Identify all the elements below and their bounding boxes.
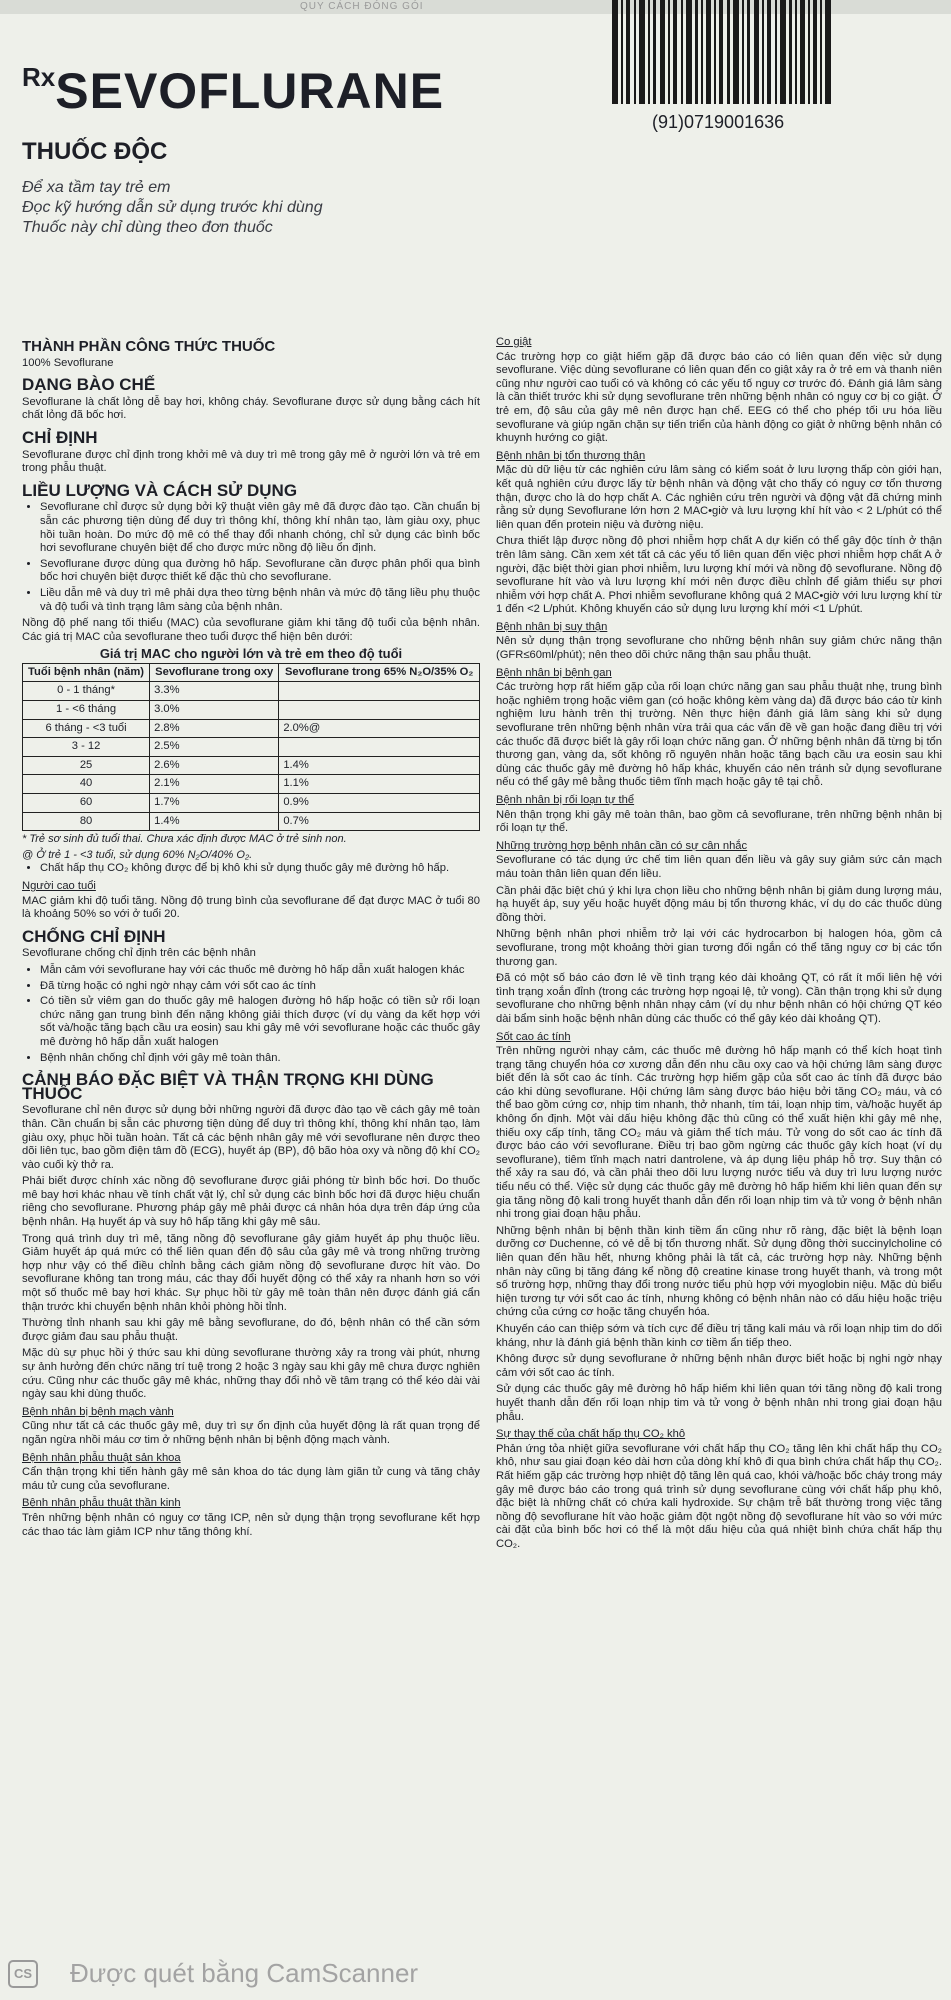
renal-failure-text: Nên sử dụng thận trọng sevoflurane cho những bệnh nhân suy giảm chức năng thận (GFR≤60ml/phút); nên theo dõi chức năng thận sau phẫu thuật. — [496, 635, 942, 662]
table-footnote: * Trẻ sơ sinh đủ tuổi thai. Chưa xác định được MAC ở trẻ sinh non. — [22, 833, 347, 846]
table-cell: 3.3% — [150, 682, 279, 701]
table-row — [23, 756, 480, 775]
warnings-heading: CẢNH BÁO ĐẶC BIỆT VÀ THẬN TRỌNG KHI DÙNG THUỐC — [22, 1070, 434, 1103]
table-row — [23, 738, 480, 757]
attention-heading: Những trường hợp bệnh nhân cần có sự cân nhắc — [496, 839, 748, 852]
renal-damage-heading: Bệnh nhân bị tổn thương thận — [496, 449, 646, 462]
warning-line: Đọc kỹ hướng dẫn sử dụng trước khi dùng — [22, 199, 323, 216]
table-cell: 1.4% — [279, 756, 480, 775]
list-item: • Liều dẫn mê và duy trì mê phải dựa theo từng bệnh nhân và mức độ tăng liều phụ thuộc và độ tuổi và tình trạng lâm sàng của bệnh nhân. — [40, 587, 480, 614]
list-item: • Có tiền sử viêm gan do thuốc gây mê halogen đường hô hấp hoặc có tiền sử rối loạn chức năng gan trung bình đến nặng không giải thích được (ví dụ vàng da kết hợp với sốt và/hoặc tăng bạch cầu ưa eosin) sau khi gây mê với sevoflurane hoặc các thuốc gây mê đường hô hấp dẫn xuất halogen — [40, 995, 480, 1049]
neuro-disorder-heading: Bệnh nhân bị rối loạn tự thể — [496, 794, 635, 806]
table-cell: 2.1% — [150, 775, 279, 794]
form-text: Sevoflurane là chất lỏng dễ bay hơi, không cháy. Sevoflurane được sử dụng bằng cách hít chất lỏng đã bốc hơi. — [22, 395, 480, 422]
table-cell — [279, 701, 480, 720]
elderly-text: MAC giảm khi độ tuổi tăng. Nồng độ trung bình của sevoflurane để đạt được MAC ở tuổi 80 là khoảng 50% so với ở tuổi 20. — [22, 894, 480, 921]
malignant-hyperthermia-paragraph: Những bệnh nhân bị bệnh thần kinh tiềm ẩn cũng như rõ ràng, đặc biệt là bệnh loạn dưỡng cơ Duchenne, có vẻ dễ bị tổn thương nhất. Sử dụng đồng thời succinylcholine có liên quan đến hầu hết, nhưng không phải là tất cả, các trường hợp này. Những bệnh nhân này cũng bị tăng đáng kể nồng độ creatine kinase trong huyết thanh, và trong một số trường hợp, những thay đổi trong nước tiểu phù hợp với myoglobin niệu. Mặc dù biểu hiện tương tự với sốt cao ác tính, nhưng không có bệnh nhân nào có dấu hiệu hoặc triệu chứng của cứng cơ hoặc tăng chuyển hóa. — [496, 1224, 942, 1319]
list-item: • Sevoflurane chỉ được sử dụng bởi kỹ thuật viên gây mê đã được đào tạo. Cần chuẩn bị sẵn các phương tiện dùng để duy trì thông khí, thông khí nhân tạo, làm giàu oxy, phục hồi tuần hoàn. Do mức độ mê có thể thay đổi nhanh chóng, chỉ sử dụng các bình bốc hơi sevoflurane chuyên biệt để cho được mức nồng độ liều ổn định. — [40, 501, 480, 555]
table-cell: 2.5% — [150, 738, 279, 757]
list-item: • Sevoflurane được dùng qua đường hô hấp. Sevoflurane cần được phân phối qua bình bốc hơi chuyên biệt được thiết kế đặc thù cho sevoflurane. — [40, 558, 480, 585]
neurosurgery-heading: Bệnh nhân phẫu thuật thần kinh — [22, 1497, 181, 1510]
table-title: Giá trị MAC cho người lớn và trẻ em theo độ tuổi — [99, 646, 403, 662]
attention-paragraph: Cần phải đặc biệt chú ý khi lựa chọn liều cho những bệnh nhân bị giảm dung lượng máu, hạ huyết áp, suy yếu hoặc huyết động máu bị tổn thương khác, ví dụ do các thuốc dùng đồng thời. — [496, 884, 942, 924]
table-header-row — [23, 663, 480, 682]
attention-paragraph: Sevoflurane có tác dụng ức chế tim liên quan đến liều và gây suy giảm sức cản mạch máu toàn thân liên quan đến liều. — [496, 854, 942, 880]
drug-name: SEVOFLURANE — [55, 63, 445, 119]
warning-paragraph: Trong quá trình duy trì mê, tăng nồng độ sevoflurane gây giảm huyết áp phụ thuộc liều. Giảm huyết áp quá mức có thể liên quan đến độ sâu của gây mê và trong những trường hợp như vậy có thể điều chỉnh bằng cách giảm nồng độ sevoflurane được hít vào. Do sevoflurane không tan trong máu, các thay đổi huyết động có thể xảy ra nhanh hơn so với một số thuốc mê bay hơi khác. Sự phục hồi từ gây mê toàn thân nên được đánh giá cẩn thận trước khi chuyển bệnh nhân khỏi phòng hồi tỉnh. — [22, 1232, 480, 1313]
obstetric-text: Cẩn thận trọng khi tiến hành gây mê sản khoa do tác dụng làm giãn tử cung và tăng chảy máu tử cung của sevoflurane. — [22, 1466, 480, 1492]
renal-damage-paragraph: Chưa thiết lập được nồng độ phơi nhiễm hợp chất A dự kiến có thể gây độc tính ở thận trên lâm sàng. Cần xem xét tất cả các yếu tố liên quan đến việc phơi nhiễm hợp chất A ở người, đặc biệt thời gian phơi nhiễm, lưu lượng khí mới và nồng độ sevoflurane. Nồng độ sevoflurane hít vào và lưu lượng khí mới nên được điều chỉnh để giảm thiểu sự phơi nhiễm với hợp chất A. Phơi nhiễm sevoflurane không quá 2 MAC•giờ với lưu lượng khí từ 1 đến <2 L/phút. Không khuyến cáo sử dụng lưu lượng khí mới <1 L/phút. — [496, 535, 942, 616]
composition-heading: THÀNH PHẦN CÔNG THỨC THUỐC — [22, 338, 276, 355]
poison-label: THUỐC ĐỘC — [22, 138, 168, 165]
elderly-heading: Người cao tuổi — [22, 880, 96, 892]
malignant-hyperthermia-paragraph: Sử dụng các thuốc gây mê đường hô hấp hiếm khi liên quan tới tăng nồng độ kali trong huyết thanh dẫn đến rối loạn nhịp tim và tử vong ở bệnh nhân nhi trong giai đoạn hậu phẫu. — [496, 1383, 942, 1423]
table-cell: 2.6% — [150, 756, 279, 775]
renal-damage-paragraph: Mặc dù dữ liệu từ các nghiên cứu lâm sàng có kiểm soát ở lưu lượng thấp còn giới hạn, kết quả nghiên cứu được lấy từ bệnh nhân và động vật cho thấy có nguy cơ tổn thương thận, được cho là do hợp chất A. Các nghiên cứu trên người và động vật đã chứng minh rằng sử dụng Sevoflurane lớn hơn 2 MAC•giờ và lưu lượng khí hít vào < 2 L/phút có thể liên quan đến protein niệu và đường niệu. — [496, 464, 942, 531]
table-row — [23, 682, 480, 701]
malignant-hyperthermia-paragraph: Khuyến cáo can thiệp sớm và tích cực để điều trị tăng kali máu và rối loạn nhịp tim do dối kháng, như là đánh giá bệnh thần kinh cơ tiềm ẩn tiếp theo. — [496, 1322, 942, 1349]
warning-lines — [22, 178, 323, 238]
rx-symbol: Rx — [22, 62, 56, 92]
table-cell: 3.0% — [150, 701, 279, 720]
mac-table — [22, 663, 480, 831]
seizure-heading: Co giật — [496, 336, 532, 348]
table-cell: 6 tháng - <3 tuổi — [23, 719, 150, 738]
table-cell: 40 — [23, 775, 150, 794]
warning-paragraph: Phải biết được chính xác nồng độ sevoflurane được giải phóng từ bình bốc hơi. Do thuốc mê bay hơi khác nhau về tính chất vật lý, chỉ sử dụng các bình bốc hơi đã được hiệu chuẩn riêng cho sevoflurane. Phương pháp gây mê phải được cá nhân hóa dựa trên đáp ứng của bệnh nhân. Hạ huyết áp và suy hô hấp tăng khi gây mê sâu. — [22, 1175, 480, 1229]
table-cell: 25 — [23, 756, 150, 775]
top-strip-text: QUY CÁCH ĐÓNG GÓI — [300, 1, 424, 12]
table-cell — [279, 738, 480, 757]
co2-note-list — [22, 862, 480, 876]
warning-paragraph: Sevoflurane chỉ nên được sử dụng bởi những người đã được đào tạo về cách gây mê toàn thân. Cần chuẩn bị sẵn các phương tiện dùng để duy trì thông khí, thông khí nhân tạo, làm giàu oxy, phục hồi tuần hoàn. Tất cả các bệnh nhân gây mê với sevoflurane nên được theo dõi liên tục, bao gồm điện tâm đồ (ECG), huyết áp (BP), độ bão hòa oxy và nồng độ khí CO₂ vào cuối kỳ thở ra. — [22, 1104, 480, 1171]
contraindication-intro: Sevoflurane chống chỉ định trên các bệnh nhân — [22, 947, 256, 960]
right-column — [496, 336, 942, 1554]
neurosurgery-text: Trên những bệnh nhân có nguy cơ tăng ICP, nên sử dụng thận trọng sevoflurane kết hợp các thao tác làm giảm ICP như tăng thông khí. — [22, 1511, 480, 1538]
liver-text: Các trường hợp rất hiếm gặp của rối loạn chức năng gan sau phẫu thuật nhẹ, trung bình hoặc nghiêm trọng hoặc viêm gan (có hoặc không kèm vàng da) đã được báo cáo từ kinh nghiệm lưu hành trên thị trường. Nên thực hiện đánh giá lâm sàng khi sử dụng sevoflurane trên những bệnh nhân vừa trải qua các vấn đề về gan hoặc đang điều trị với các thuốc đã được biết là gây rối loạn chức năng gan. Ở những bệnh nhân đã từng bị tổn thương gan, vàng da, sốt không rõ nguyên nhân hoặc tăng bạch cầu ưa eosin sau khi dùng các thuốc gây mê đường hô hấp khác, khuyến cáo nên tránh sử dụng sevoflurane nếu có thể gây mê bằng thuốc tiêm tĩnh mạch hoặc gây tê tại chỗ. — [496, 681, 942, 789]
barcode-number: (91)0719001636 — [652, 112, 785, 132]
indication-text: Sevoflurane được chỉ định trong khởi mê và duy trì mê trong gây mê ở người lớn và trẻ em trong phẫu thuật. — [22, 448, 480, 475]
table-cell — [279, 682, 480, 701]
left-column — [22, 336, 480, 1542]
contraindication-heading: CHỐNG CHỈ ĐỊNH — [22, 926, 166, 946]
malignant-hyperthermia-paragraph: Trên những người nhạy cảm, các thuốc mê đường hô hấp mạnh có thể kích hoạt tình trạng tăng chuyển hóa cơ xương dẫn đến nhu cầu oxy cao và hội chứng lâm sàng được biết đến là sốt cao ác tính. Các trường hợp hiếm gặp của sốt cao ác tính đã được báo cáo khi dùng sevoflurane. Hội chứng lâm sàng được báo hiệu bởi tăng CO₂ máu, và có thể bao gồm cứng cơ, nhịp tim nhanh, thở nhanh, tím tái, loạn nhịp tim, và/hoặc huyết áp không ổn định. Một vài dấu hiệu không đặc thù cũng có thể xuất hiện khi gây mê nhẹ, thiếu oxy cấp tính, tăng CO₂ máu và giảm thể tích máu. Tử vong do sốt cao ác tính đã được báo cáo với sevoflurane. Điều trị bao gồm ngừng các thuốc gây kích hoạt (ví dụ sevoflurane), tiêm tĩnh mạch natri dantrolene, và áp dụng liệu pháp hỗ trợ. Suy thận có thể xảy ra sau đó, và cần phải theo dõi lưu lượng nước tiểu và duy trì lưu lượng nước tiểu nếu có thể. Việc sử dụng các thuốc gây mê đường hô hấp hiếm khi liên quan đến sự gia tăng nồng độ kali trong huyết thanh dẫn đến rối loạn nhịp tim và tử vong ở bệnh nhân nhi trong giai đoạn hậu phẫu. — [496, 1045, 942, 1221]
seizure-text: Các trường hợp co giật hiếm gặp đã được báo cáo có liên quan đến việc sử dụng sevoflurane. Việc dùng sevoflurane có liên quan đến co giật xảy ra ở trẻ em và thanh niên cũng như người cao tuổi có và không có các yếu tố nguy cơ trước đó. Đánh giá lâm sàng là cần thiết trước khi sử dụng sevoflurane trên những bệnh nhân có nguy cơ bị co giật. Ở trẻ em, độ sâu của gây mê nên được hạn chế. EEG có thể cho phép tối ưu hóa liều sevoflurane và giúp ngăn chặn sự tiến triển của hành động co giật ở những bệnh nhân có khuynh hướng co giật. — [496, 350, 942, 445]
table-row — [23, 794, 480, 813]
table-row — [23, 701, 480, 720]
mac-text: Nồng độ phế nang tối thiểu (MAC) của sevoflurane giảm khi tăng độ tuổi của bệnh nhân. Các giá trị MAC của sevoflurane theo tuổi được thể hiện bên dưới: — [22, 617, 480, 643]
table-header: Sevoflurane trong 65% N₂O/35% O₂ — [279, 663, 480, 682]
cardiac-heading: Bệnh nhân bị bệnh mạch vành — [22, 1405, 174, 1418]
warning-line: Thuốc này chỉ dùng theo đơn thuốc — [22, 219, 273, 236]
contraindication-list — [22, 964, 480, 1065]
table-footnote: @ Ở trẻ 1 - <3 tuổi, sử dụng 60% N₂O/40% O₂. — [22, 848, 253, 861]
table-cell: 60 — [23, 794, 150, 813]
absorber-heading: Sự thay thế của chất hấp thụ CO₂ khô — [496, 1428, 686, 1441]
table-header: Sevoflurane trong oxy — [150, 663, 279, 682]
dosage-heading: LIỀU LƯỢNG VÀ CÁCH SỬ DỤNG — [22, 480, 298, 500]
malignant-hyperthermia-heading: Sốt cao ác tính — [496, 1030, 571, 1043]
form-heading: DẠNG BÀO CHẾ — [22, 375, 156, 395]
table-header: Tuổi bệnh nhân (năm) — [23, 663, 150, 682]
table-cell: 1.1% — [279, 775, 480, 794]
absorber-text: Phản ứng tỏa nhiệt giữa sevoflurane với chất hấp thụ CO₂ tăng lên khi chất hấp thụ CO₂ khô, như sau giai đoạn kéo dài hơn của dòng khí khô đi qua bình chứa chất hấp thụ CO₂. Rất hiếm gặp các trường hợp nhiệt độ tăng lên quá cao, khói và/hoặc bốc cháy trong máy gây mê được báo cáo trong quá trình sử dụng sevoflurane cùng với chất hấp phụ khô, đặc biệt là những chất có chứa kali hydroxide. Sự chậm trễ bất thường trong việc tăng nồng độ sevoflurane hít vào hoặc giảm đột ngột nồng độ sevoflurane hít vào so với mức cài đặt của bình bốc hơi có thể là một dấu hiệu của quá nhiệt bình chứa chất hấp thụ CO₂. — [496, 1442, 942, 1550]
malignant-hyperthermia-paragraph: Không được sử dụng sevoflurane ở những bệnh nhân được biết hoặc bị nghi ngờ nhạy cảm với sốt cao ác tính. — [496, 1353, 942, 1379]
table-cell: 2.0%@ — [279, 719, 480, 738]
list-item: • Đã từng hoặc có nghi ngờ nhạy cảm với sốt cao ác tính — [40, 980, 480, 994]
camscanner-watermark — [0, 1952, 560, 1992]
renal-failure-heading: Bệnh nhân bị suy thận — [496, 620, 608, 633]
table-row — [23, 775, 480, 794]
warning-paragraph: Thường tỉnh nhanh sau khi gây mê bằng sevoflurane, do đó, bệnh nhân có thể cần sớm được giảm đau sau phẫu thuật. — [22, 1317, 480, 1343]
table-cell: 0.7% — [279, 812, 480, 831]
neuro-disorder-text: Nên thận trọng khi gây mê toàn thân, bao gồm cả sevoflurane, trên những bệnh nhân bị rối loạn tự thể. — [496, 808, 942, 835]
cardiac-text: Cũng như tất cả các thuốc gây mê, duy trì sự ổn định của huyết động là rất quan trọng để ngăn ngừa nhồi máu cơ tim ở những bệnh nhân bị bệnh động mạch vành. — [22, 1420, 480, 1446]
list-item: • Mẫn cảm với sevoflurane hay với các thuốc mê đường hô hấp dẫn xuất halogen khác — [40, 964, 480, 978]
attention-paragraph: Những bệnh nhân phơi nhiễm trở lại với các hydrocarbon bị halogen hóa, gồm cả sevoflurane, trong một khoảng thời gian tương đối ngắn có thể tăng nguy cơ bị các tổn thương gan. — [496, 928, 942, 968]
barcode-icon — [612, 0, 836, 104]
dosage-list — [22, 501, 480, 614]
obstetric-heading: Bệnh nhân phẫu thuật sản khoa — [22, 1451, 181, 1464]
table-cell: 3 - 12 — [23, 738, 150, 757]
warning-line: Để xa tầm tay trẻ em — [22, 179, 171, 196]
table-cell: 0.9% — [279, 794, 480, 813]
liver-heading: Bệnh nhân bị bệnh gan — [496, 666, 612, 679]
camscanner-logo: CS — [8, 1960, 38, 1988]
table-cell: 80 — [23, 812, 150, 831]
table-cell: 1.7% — [150, 794, 279, 813]
brand-title — [22, 62, 444, 120]
table-cell: 1 - <6 tháng — [23, 701, 150, 720]
table-cell: 1.4% — [150, 812, 279, 831]
indication-heading: CHỈ ĐỊNH — [22, 427, 98, 447]
composition-text: 100% Sevoflurane — [22, 356, 114, 369]
list-item: • Bệnh nhân chống chỉ định với gây mê toàn thân. — [40, 1052, 480, 1066]
warning-paragraph: Mặc dù sự phục hồi ý thức sau khi dùng sevoflurane thường xảy ra trong vài phút, nhưng sự ảnh hưởng đến chức năng trí tuệ trong 2 hoặc 3 ngày sau khi gây mê chưa được nghiên cứu. Cũng như các thuốc gây mê khác, những thay đổi nhỏ về tâm trạng có thể kéo dài vài ngày sau khi dùng thuốc. — [22, 1347, 480, 1401]
co2-note: • Chất hấp thụ CO₂ không được để bị khô khi sử dụng thuốc gây mê đường hô hấp. — [40, 862, 480, 876]
camscanner-text: Được quét bằng CamScanner — [70, 1958, 419, 1988]
table-cell: 0 - 1 tháng* — [23, 682, 150, 701]
table-row — [23, 812, 480, 831]
table-row — [23, 719, 480, 738]
table-cell: 2.8% — [150, 719, 279, 738]
attention-paragraph: Đã có một số báo cáo đơn lẻ về tình trạng kéo dài khoảng QT, có rất ít mối liên hệ với tình trạng xoắn đỉnh (trong các trường hợp ngoại lệ, tử vong). Cần thận trọng khi sử dụng sevoflurane cho những bệnh nhân nhạy cảm (ví dụ như bệnh nhân có hội chứng QT kéo dài bẩm sinh hoặc bệnh nhân dùng các thuốc có thể gây kéo dài khoảng QT). — [496, 972, 942, 1025]
